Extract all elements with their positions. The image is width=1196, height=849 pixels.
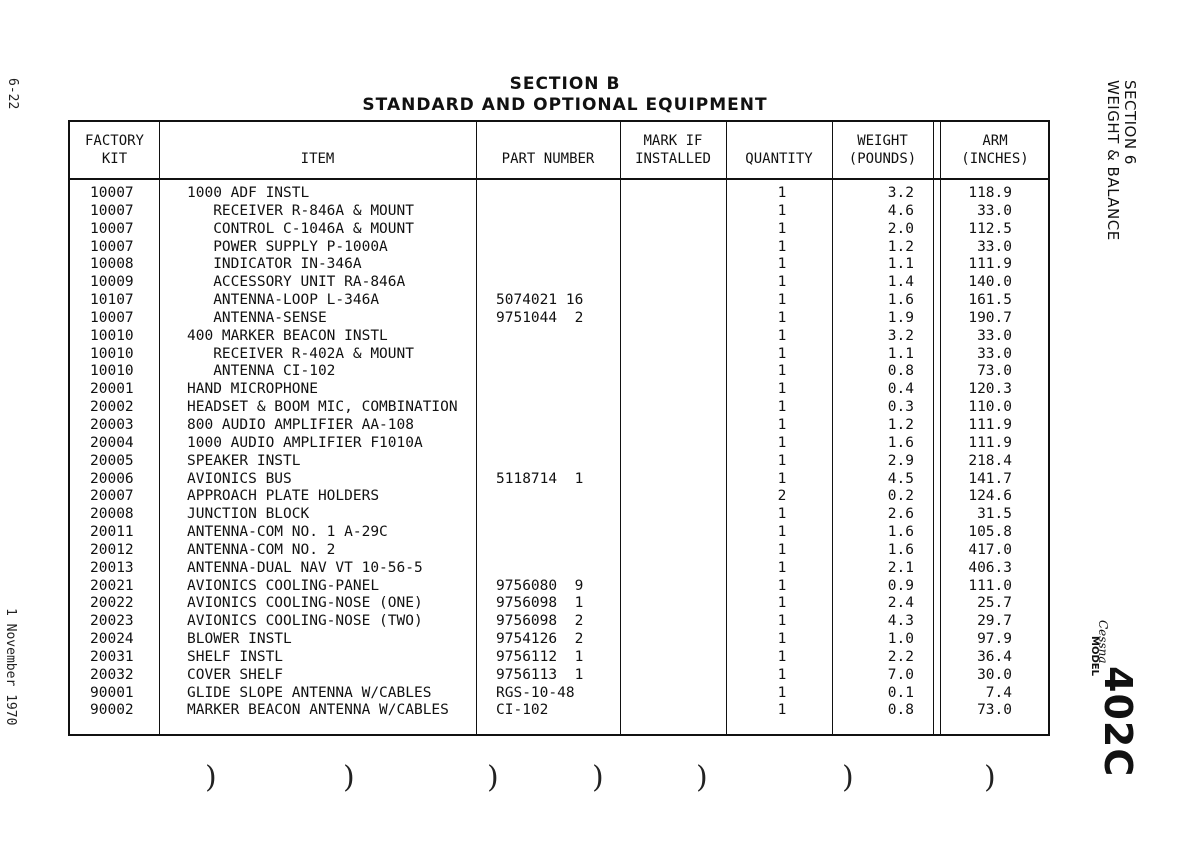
item-cell: ANTENNA-SENSE <box>187 309 327 326</box>
weight-cell: 0.9 <box>887 577 914 594</box>
factory-kit-cell: 10007 <box>90 238 134 255</box>
header-item: ITEM <box>300 151 335 167</box>
arm-cell: 30.0 <box>977 666 1012 683</box>
arm-cell: 118.9 <box>968 185 1012 201</box>
table-row <box>70 560 1048 578</box>
factory-kit-cell: 20013 <box>90 559 134 576</box>
part-number-cell: 9756098 1 <box>496 595 584 612</box>
binder-mark-icon: ) <box>984 760 996 795</box>
arm-cell: 97.9 <box>977 631 1012 648</box>
weight-cell: 1.2 <box>887 238 914 255</box>
weight-cell: 2.0 <box>887 220 914 237</box>
item-cell: HAND MICROPHONE <box>187 381 318 398</box>
table-row <box>70 328 1048 346</box>
table-row <box>70 506 1048 524</box>
quantity-cell: 1 <box>777 381 787 398</box>
table-body <box>70 185 1048 720</box>
quantity-cell: 1 <box>777 470 787 487</box>
item-cell: CONTROL C-1046A & MOUNT <box>187 220 414 237</box>
part-number-cell: 5118714 1 <box>496 470 584 487</box>
header-mark-if-installed: MARK IF INSTALLED <box>635 133 711 167</box>
weight-cell: 0.2 <box>887 488 914 505</box>
item-cell: RECEIVER R-402A & MOUNT <box>187 345 414 362</box>
table-row <box>70 399 1048 417</box>
factory-kit-cell: 20006 <box>90 470 134 487</box>
item-cell: 1000 ADF INSTL <box>187 185 310 201</box>
factory-kit-cell: 10007 <box>90 309 134 326</box>
quantity-cell: 1 <box>777 416 787 433</box>
page-title: STANDARD AND OPTIONAL EQUIPMENT <box>362 95 768 115</box>
weight-cell: 0.3 <box>887 399 914 416</box>
factory-kit-cell: 20005 <box>90 452 134 469</box>
arm-cell: 36.4 <box>977 648 1012 665</box>
factory-kit-cell: 10007 <box>90 202 134 219</box>
side-section-name: WEIGHT & BALANCE <box>1104 80 1122 241</box>
arm-cell: 73.0 <box>977 702 1012 719</box>
quantity-cell: 1 <box>777 292 787 309</box>
arm-cell: 406.3 <box>968 559 1012 576</box>
quantity-cell: 1 <box>777 666 787 683</box>
table-row <box>70 631 1048 649</box>
part-number-cell: 5074021 16 <box>496 292 584 309</box>
table-row <box>70 613 1048 631</box>
weight-cell: 3.2 <box>887 327 914 344</box>
table-row <box>70 542 1048 560</box>
item-cell: AVIONICS COOLING-NOSE (ONE) <box>187 595 423 612</box>
part-number-cell: CI-102 <box>496 702 549 719</box>
item-cell: AVIONICS COOLING-PANEL <box>187 577 380 594</box>
item-cell: 400 MARKER BEACON INSTL <box>187 327 388 344</box>
quantity-cell: 1 <box>777 648 787 665</box>
arm-cell: 7.4 <box>985 684 1012 701</box>
quantity-cell: 1 <box>777 613 787 630</box>
weight-cell: 1.1 <box>887 345 914 362</box>
factory-kit-cell: 20002 <box>90 399 134 416</box>
arm-cell: 33.0 <box>977 238 1012 255</box>
part-number-cell: 9754126 2 <box>496 631 584 648</box>
weight-cell: 1.6 <box>887 541 914 558</box>
part-number-cell: RGS-10-48 <box>496 684 575 701</box>
weight-cell: 2.6 <box>887 506 914 523</box>
header-quantity: QUANTITY <box>745 151 813 167</box>
binder-mark-icon: ) <box>343 760 355 795</box>
weight-cell: 0.8 <box>887 363 914 380</box>
weight-cell: 1.6 <box>887 434 914 451</box>
arm-cell: 73.0 <box>977 363 1012 380</box>
quantity-cell: 2 <box>777 488 787 505</box>
factory-kit-cell: 10010 <box>90 345 134 362</box>
table-row <box>70 435 1048 453</box>
weight-cell: 0.8 <box>887 702 914 719</box>
arm-cell: 141.7 <box>968 470 1012 487</box>
quantity-cell: 1 <box>777 220 787 237</box>
model-number: 402C <box>1096 666 1140 778</box>
arm-cell: 112.5 <box>968 220 1012 237</box>
table-row <box>70 292 1048 310</box>
quantity-cell: 1 <box>777 274 787 291</box>
quantity-cell: 1 <box>777 631 787 648</box>
model-label: MODEL <box>1089 636 1100 676</box>
item-cell: SPEAKER INSTL <box>187 452 301 469</box>
arm-cell: 29.7 <box>977 613 1012 630</box>
weight-cell: 1.9 <box>887 309 914 326</box>
table-row <box>70 185 1048 203</box>
item-cell: INDICATOR IN-346A <box>187 256 362 273</box>
quantity-cell: 1 <box>777 595 787 612</box>
quantity-cell: 1 <box>777 256 787 273</box>
arm-cell: 33.0 <box>977 327 1012 344</box>
arm-cell: 33.0 <box>977 345 1012 362</box>
table-row <box>70 649 1048 667</box>
factory-kit-cell: 20024 <box>90 631 134 648</box>
binder-mark-icon: ) <box>487 760 499 795</box>
table-row <box>70 346 1048 364</box>
weight-cell: 1.1 <box>887 256 914 273</box>
table-row <box>70 471 1048 489</box>
quantity-cell: 1 <box>777 363 787 380</box>
equipment-table <box>68 120 1050 736</box>
arm-cell: 25.7 <box>977 595 1012 612</box>
table-row <box>70 274 1048 292</box>
factory-kit-cell: 10008 <box>90 256 134 273</box>
weight-cell: 0.1 <box>887 684 914 701</box>
quantity-cell: 1 <box>777 202 787 219</box>
arm-cell: 120.3 <box>968 381 1012 398</box>
weight-cell: 4.3 <box>887 613 914 630</box>
table-row <box>70 363 1048 381</box>
binder-mark-icon: ) <box>696 760 708 795</box>
item-cell: BLOWER INSTL <box>187 631 292 648</box>
factory-kit-cell: 20011 <box>90 524 134 541</box>
item-cell: COVER SHELF <box>187 666 284 683</box>
weight-cell: 3.2 <box>887 185 914 201</box>
factory-kit-cell: 10009 <box>90 274 134 291</box>
arm-cell: 111.9 <box>968 416 1012 433</box>
binder-mark-icon: ) <box>205 760 217 795</box>
arm-cell: 161.5 <box>968 292 1012 309</box>
header-factory-kit: FACTORY KIT <box>84 133 144 167</box>
weight-cell: 2.2 <box>887 648 914 665</box>
weight-cell: 4.5 <box>887 470 914 487</box>
weight-cell: 1.0 <box>887 631 914 648</box>
factory-kit-cell: 10007 <box>90 220 134 237</box>
table-row <box>70 524 1048 542</box>
quantity-cell: 1 <box>777 559 787 576</box>
arm-cell: 33.0 <box>977 202 1012 219</box>
part-number-cell: 9756112 1 <box>496 648 584 665</box>
factory-kit-cell: 20003 <box>90 416 134 433</box>
header-weight: WEIGHT (POUNDS) <box>848 133 917 167</box>
item-cell: SHELF INSTL <box>187 648 284 665</box>
arm-cell: 218.4 <box>968 452 1012 469</box>
table-row <box>70 239 1048 257</box>
factory-kit-cell: 10007 <box>90 185 134 201</box>
header-part-number: PART NUMBER <box>501 151 595 167</box>
item-cell: ANTENNA CI-102 <box>187 363 336 380</box>
binder-mark-icon: ) <box>842 760 854 795</box>
quantity-cell: 1 <box>777 577 787 594</box>
table-row <box>70 578 1048 596</box>
arm-cell: 111.9 <box>968 256 1012 273</box>
page-number: 6-22 <box>5 78 20 110</box>
item-cell: 800 AUDIO AMPLIFIER AA-108 <box>187 416 414 433</box>
quantity-cell: 1 <box>777 309 787 326</box>
weight-cell: 1.4 <box>887 274 914 291</box>
part-number-cell: 9756080 9 <box>496 577 584 594</box>
part-number-cell: 9756098 2 <box>496 613 584 630</box>
factory-kit-cell: 20031 <box>90 648 134 665</box>
arm-cell: 110.0 <box>968 399 1012 416</box>
weight-cell: 1.6 <box>887 524 914 541</box>
header-rule <box>70 178 1048 180</box>
arm-cell: 105.8 <box>968 524 1012 541</box>
quantity-cell: 1 <box>777 238 787 255</box>
table-row <box>70 381 1048 399</box>
header-arm: ARM (INCHES) <box>961 133 1029 167</box>
factory-kit-cell: 90002 <box>90 702 134 719</box>
quantity-cell: 1 <box>777 684 787 701</box>
side-section-number: SECTION 6 <box>1121 80 1139 165</box>
weight-cell: 7.0 <box>887 666 914 683</box>
weight-cell: 1.6 <box>887 292 914 309</box>
quantity-cell: 1 <box>777 399 787 416</box>
quantity-cell: 1 <box>777 524 787 541</box>
side-section-label <box>1104 80 1138 241</box>
weight-cell: 2.4 <box>887 595 914 612</box>
table-row <box>70 667 1048 685</box>
factory-kit-cell: 20021 <box>90 577 134 594</box>
factory-kit-cell: 20001 <box>90 381 134 398</box>
item-cell: ACCESSORY UNIT RA-846A <box>187 274 406 291</box>
factory-kit-cell: 20032 <box>90 666 134 683</box>
quantity-cell: 1 <box>777 541 787 558</box>
factory-kit-cell: 10010 <box>90 363 134 380</box>
quantity-cell: 1 <box>777 506 787 523</box>
arm-cell: 417.0 <box>968 541 1012 558</box>
factory-kit-cell: 10107 <box>90 292 134 309</box>
table-row <box>70 310 1048 328</box>
table-row <box>70 685 1048 703</box>
quantity-cell: 1 <box>777 345 787 362</box>
item-cell: ANTENNA-COM NO. 2 <box>187 541 336 558</box>
item-cell: ANTENNA-DUAL NAV VT 10-56-5 <box>187 559 423 576</box>
arm-cell: 31.5 <box>977 506 1012 523</box>
item-cell: HEADSET & BOOM MIC, COMBINATION <box>187 399 458 416</box>
quantity-cell: 1 <box>777 327 787 344</box>
table-row <box>70 221 1048 239</box>
factory-kit-cell: 20007 <box>90 488 134 505</box>
quantity-cell: 1 <box>777 702 787 719</box>
item-cell: RECEIVER R-846A & MOUNT <box>187 202 414 219</box>
item-cell: ANTENNA-COM NO. 1 A-29C <box>187 524 388 541</box>
factory-kit-cell: 10010 <box>90 327 134 344</box>
item-cell: AVIONICS BUS <box>187 470 292 487</box>
item-cell: AVIONICS COOLING-NOSE (TWO) <box>187 613 423 630</box>
arm-cell: 190.7 <box>968 309 1012 326</box>
brand-logo: Cessna <box>1096 620 1110 664</box>
part-number-cell: 9756113 1 <box>496 666 584 683</box>
factory-kit-cell: 20008 <box>90 506 134 523</box>
factory-kit-cell: 20022 <box>90 595 134 612</box>
table-row <box>70 417 1048 435</box>
weight-cell: 1.2 <box>887 416 914 433</box>
arm-cell: 111.0 <box>968 577 1012 594</box>
section-title: SECTION B <box>509 74 621 94</box>
table-row <box>70 203 1048 221</box>
item-cell: GLIDE SLOPE ANTENNA W/CABLES <box>187 684 432 701</box>
factory-kit-cell: 20012 <box>90 541 134 558</box>
table-row <box>70 256 1048 274</box>
factory-kit-cell: 20023 <box>90 613 134 630</box>
item-cell: 1000 AUDIO AMPLIFIER F1010A <box>187 434 423 451</box>
item-cell: APPROACH PLATE HOLDERS <box>187 488 380 505</box>
factory-kit-cell: 20004 <box>90 434 134 451</box>
part-number-cell: 9751044 2 <box>496 309 584 326</box>
binder-mark-icon: ) <box>592 760 604 795</box>
arm-cell: 111.9 <box>968 434 1012 451</box>
item-cell: JUNCTION BLOCK <box>187 506 310 523</box>
table-row <box>70 488 1048 506</box>
weight-cell: 4.6 <box>887 202 914 219</box>
table-row <box>70 453 1048 471</box>
weight-cell: 2.1 <box>887 559 914 576</box>
table-row <box>70 595 1048 613</box>
item-cell: POWER SUPPLY P-1000A <box>187 238 388 255</box>
arm-cell: 124.6 <box>968 488 1012 505</box>
binder-marks <box>0 760 1196 800</box>
factory-kit-cell: 90001 <box>90 684 134 701</box>
item-cell: ANTENNA-LOOP L-346A <box>187 292 380 309</box>
arm-cell: 140.0 <box>968 274 1012 291</box>
revision-date: 1 November 1970 <box>3 608 18 726</box>
table-row <box>70 702 1048 720</box>
quantity-cell: 1 <box>777 185 787 201</box>
quantity-cell: 1 <box>777 434 787 451</box>
item-cell: MARKER BEACON ANTENNA W/CABLES <box>187 702 449 719</box>
quantity-cell: 1 <box>777 452 787 469</box>
weight-cell: 0.4 <box>887 381 914 398</box>
weight-cell: 2.9 <box>887 452 914 469</box>
